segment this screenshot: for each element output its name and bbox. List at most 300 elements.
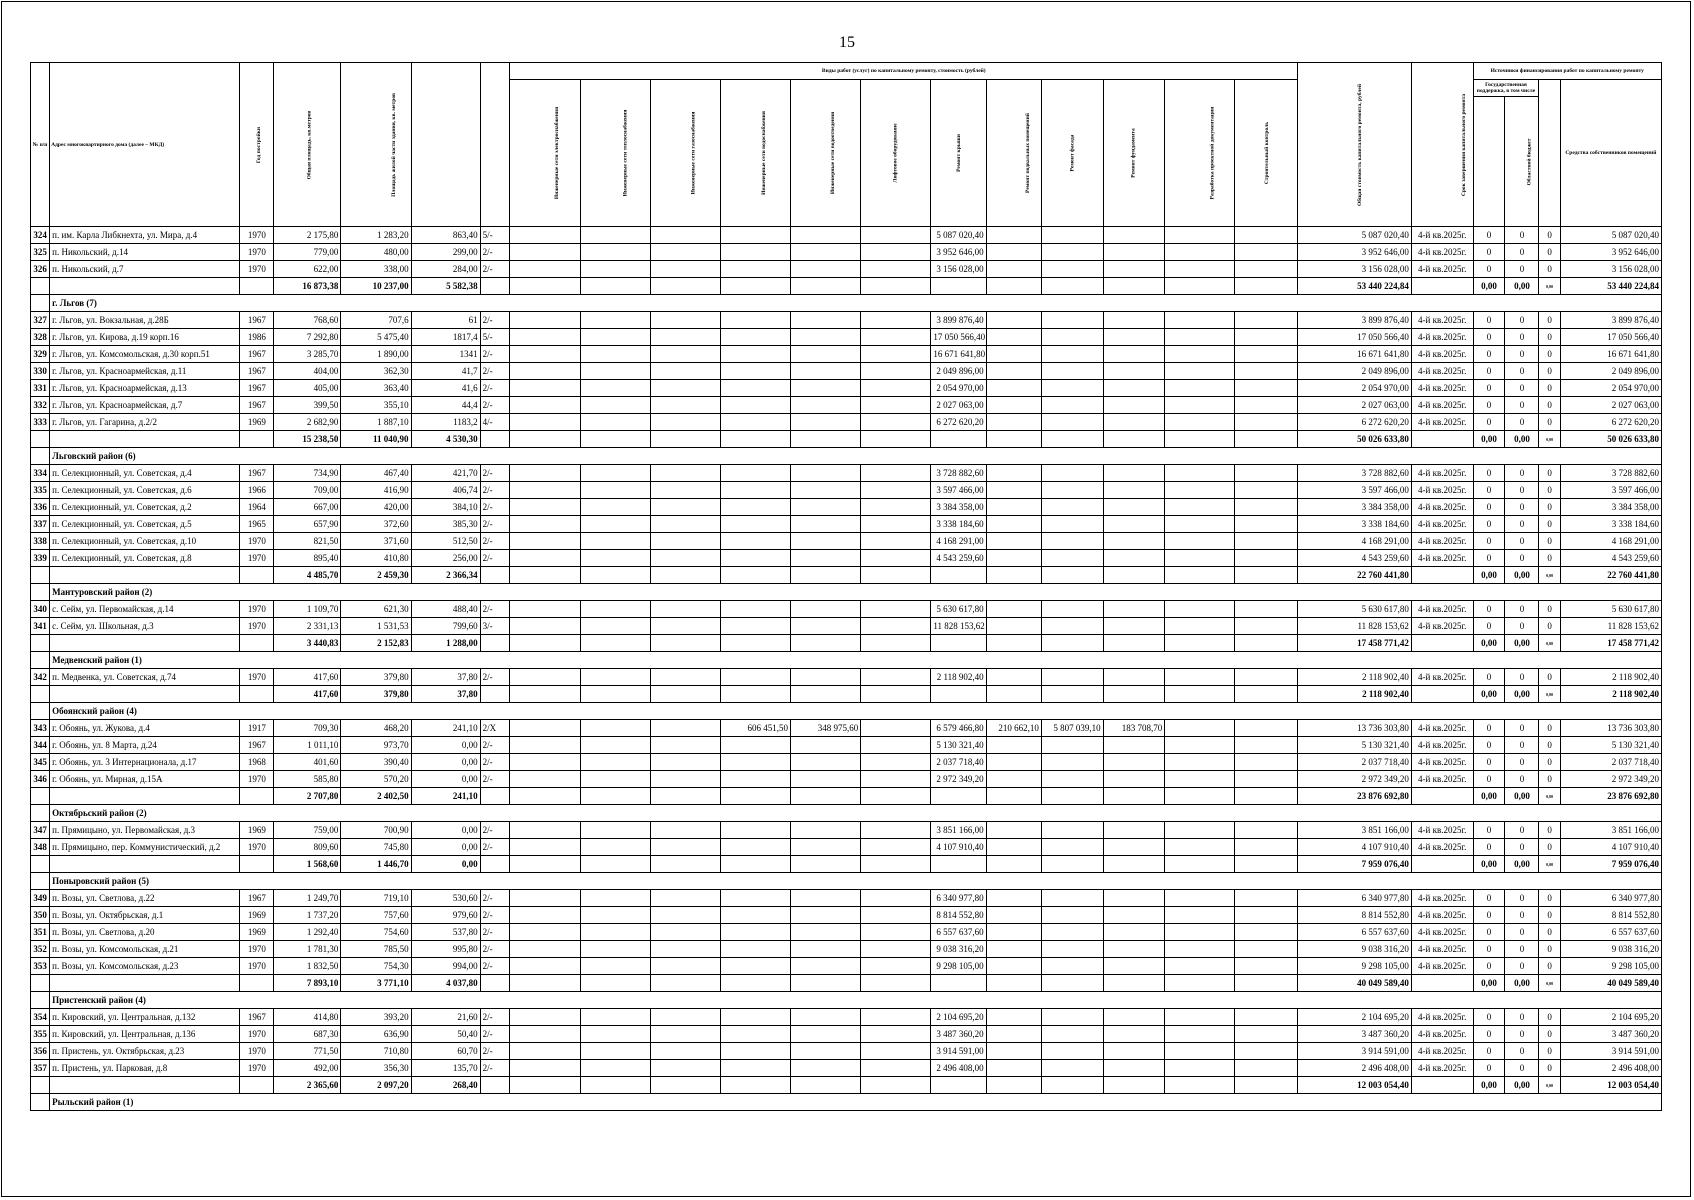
work-foundation-cell	[1103, 1009, 1165, 1026]
own-funds-cell: 2 496 408,00	[1560, 1060, 1661, 1077]
fund-cell: 0	[1473, 822, 1505, 839]
own-funds-cell: 4 543 259,60	[1560, 550, 1661, 567]
work-water-cell	[720, 1026, 790, 1043]
work-water-cell	[720, 482, 790, 499]
row-number: 333	[31, 414, 50, 431]
floors-cell	[480, 431, 510, 448]
municipal-cell: 0	[1539, 397, 1560, 414]
work-heat-cell	[580, 414, 650, 431]
municipal-cell: 0,00	[1539, 635, 1560, 652]
header-floors	[480, 63, 510, 227]
work-sewer-cell	[791, 839, 861, 856]
nonliving-area-cell: 512,50	[411, 533, 480, 550]
total-cost-cell: 17 458 771,42	[1298, 635, 1412, 652]
work-heat-cell	[580, 346, 650, 363]
own-funds-cell: 3 597 466,00	[1560, 482, 1661, 499]
work-water-cell	[720, 958, 790, 975]
municipal-cell: 0	[1539, 737, 1560, 754]
group-label: Мантуровский район (2)	[50, 584, 1662, 601]
subtotal-row	[31, 856, 1662, 873]
work-heat-cell	[580, 771, 650, 788]
work-sewer-cell	[791, 1026, 861, 1043]
header-nonliving-area	[411, 63, 480, 227]
header-total-cost: Общая стоимость капитального ремонта, рублей	[1298, 63, 1412, 227]
fund-cell: 0	[1473, 329, 1505, 346]
floors-cell: 2/-	[480, 397, 510, 414]
work-roof-cell: 2 972 349,20	[931, 771, 986, 788]
work-heat-cell	[580, 1060, 650, 1077]
empty-cell	[31, 584, 50, 601]
work-control-cell	[1235, 482, 1298, 499]
work-water-cell	[720, 754, 790, 771]
work-facade-cell	[1041, 482, 1103, 499]
work-electric-cell	[510, 465, 580, 482]
header-living-area: Площадь жилой части здания, кв. метров	[341, 63, 411, 227]
total-cost-cell: 2 027 063,00	[1298, 397, 1412, 414]
work-roof-cell: 3 384 358,00	[931, 499, 986, 516]
address-cell: п. Кировский, ул. Центральная, д.132	[50, 1009, 240, 1026]
year-cell: 1970	[240, 771, 274, 788]
work-sewer-cell	[791, 635, 861, 652]
municipal-cell: 0	[1539, 941, 1560, 958]
total-cost-cell: 3 384 358,00	[1298, 499, 1412, 516]
floors-cell	[480, 788, 510, 805]
row-number: 331	[31, 380, 50, 397]
municipal-cell: 0,00	[1539, 975, 1560, 992]
deadline-cell: 4-й кв.2025г.	[1411, 822, 1473, 839]
work-facade-cell	[1041, 1060, 1103, 1077]
address-cell: п. Прямицыно, пер. Коммунистический, д.2	[50, 839, 240, 856]
work-heat-cell	[580, 1077, 650, 1094]
address-cell	[50, 975, 240, 992]
year-cell: 1970	[240, 839, 274, 856]
living-area-cell: 2 152,83	[341, 635, 411, 652]
floors-cell: 2/-	[480, 907, 510, 924]
work-design-cell	[1165, 958, 1235, 975]
regional-cell: 0	[1505, 346, 1539, 363]
work-facade-cell	[1041, 771, 1103, 788]
total-cost-cell: 2 049 896,00	[1298, 363, 1412, 380]
own-funds-cell: 53 440 224,84	[1560, 278, 1661, 295]
regional-cell: 0	[1505, 924, 1539, 941]
own-funds-cell: 9 298 105,00	[1560, 958, 1661, 975]
work-gas-cell	[650, 465, 720, 482]
work-heat-cell	[580, 839, 650, 856]
work-control-cell	[1235, 822, 1298, 839]
year-cell: 1970	[240, 244, 274, 261]
municipal-cell: 0	[1539, 822, 1560, 839]
work-water-cell	[720, 550, 790, 567]
work-sewer-cell	[791, 856, 861, 873]
living-area-cell: 785,50	[341, 941, 411, 958]
capital-repair-table	[30, 62, 1662, 1111]
work-sewer-cell	[791, 312, 861, 329]
table-row	[31, 941, 1662, 958]
work-basement-cell	[986, 516, 1041, 533]
work-lift-cell	[861, 737, 931, 754]
work-lift-cell	[861, 482, 931, 499]
work-gas-cell	[650, 788, 720, 805]
work-roof-cell: 16 671 641,80	[931, 346, 986, 363]
year-cell: 1967	[240, 380, 274, 397]
work-control-cell	[1235, 907, 1298, 924]
floors-cell: 5/-	[480, 329, 510, 346]
deadline-cell: 4-й кв.2025г.	[1411, 839, 1473, 856]
deadline-cell: 4-й кв.2025г.	[1411, 261, 1473, 278]
work-gas-cell	[650, 1009, 720, 1026]
total-cost-cell: 3 899 876,40	[1298, 312, 1412, 329]
work-roof-cell: 3 156 028,00	[931, 261, 986, 278]
address-cell: п. Селекционный, ул. Советская, д.2	[50, 499, 240, 516]
municipal-cell: 0	[1539, 890, 1560, 907]
year-cell: 1967	[240, 397, 274, 414]
work-water-cell	[720, 839, 790, 856]
group-label: Поныровский район (5)	[50, 873, 1662, 890]
own-funds-cell: 2 037 718,40	[1560, 754, 1661, 771]
work-electric-cell	[510, 499, 580, 516]
floors-cell: 2/-	[480, 1060, 510, 1077]
municipal-cell: 0,00	[1539, 788, 1560, 805]
floors-cell	[480, 635, 510, 652]
work-basement-cell	[986, 601, 1041, 618]
work-water-cell	[720, 465, 790, 482]
nonliving-area-cell: 406,74	[411, 482, 480, 499]
work-heat-cell	[580, 465, 650, 482]
total-area-cell: 1 249,70	[274, 890, 341, 907]
header-year: Год постройки	[240, 63, 274, 227]
work-roof-cell: 3 597 466,00	[931, 482, 986, 499]
table-row	[31, 958, 1662, 975]
fund-cell: 0	[1473, 533, 1505, 550]
living-area-cell: 2 459,30	[341, 567, 411, 584]
total-cost-cell: 4 543 259,60	[1298, 550, 1412, 567]
municipal-cell: 0	[1539, 720, 1560, 737]
work-roof-cell: 8 814 552,80	[931, 907, 986, 924]
table-row	[31, 516, 1662, 533]
work-water-cell	[720, 431, 790, 448]
municipal-cell: 0,00	[1539, 431, 1560, 448]
total-cost-cell: 2 104 695,20	[1298, 1009, 1412, 1026]
work-gas-cell	[650, 941, 720, 958]
regional-cell: 0	[1505, 890, 1539, 907]
work-sewer-cell	[791, 788, 861, 805]
work-control-cell	[1235, 635, 1298, 652]
work-control-cell	[1235, 856, 1298, 873]
work-basement-cell	[986, 737, 1041, 754]
work-design-cell	[1165, 890, 1235, 907]
row-number: 329	[31, 346, 50, 363]
deadline-cell: 4-й кв.2025г.	[1411, 618, 1473, 635]
total-cost-cell: 4 107 910,40	[1298, 839, 1412, 856]
year-cell: 1969	[240, 822, 274, 839]
fund-cell: 0	[1473, 1009, 1505, 1026]
empty-cell	[31, 448, 50, 465]
work-design-cell	[1165, 227, 1235, 244]
work-control-cell	[1235, 669, 1298, 686]
work-facade-cell	[1041, 924, 1103, 941]
work-water-cell	[720, 975, 790, 992]
own-funds-cell: 3 728 882,60	[1560, 465, 1661, 482]
total-cost-cell: 23 876 692,80	[1298, 788, 1412, 805]
own-funds-cell: 3 914 591,00	[1560, 1043, 1661, 1060]
regional-cell: 0	[1505, 1043, 1539, 1060]
work-basement-cell	[986, 771, 1041, 788]
year-cell: 1970	[240, 261, 274, 278]
work-electric-cell	[510, 278, 580, 295]
work-facade-cell	[1041, 567, 1103, 584]
work-gas-cell	[650, 261, 720, 278]
work-roof-cell	[931, 567, 986, 584]
floors-cell: 2/-	[480, 363, 510, 380]
regional-cell: 0	[1505, 329, 1539, 346]
work-lift-cell	[861, 839, 931, 856]
work-gas-cell	[650, 516, 720, 533]
year-cell: 1917	[240, 720, 274, 737]
work-basement-cell	[986, 635, 1041, 652]
work-electric-cell	[510, 244, 580, 261]
table-row	[31, 346, 1662, 363]
regional-cell: 0	[1505, 482, 1539, 499]
work-facade-cell	[1041, 618, 1103, 635]
header-work-6: Ремонт крыши	[931, 80, 986, 227]
work-lift-cell	[861, 261, 931, 278]
year-cell: 1986	[240, 329, 274, 346]
work-foundation-cell	[1103, 261, 1165, 278]
empty-cell	[31, 295, 50, 312]
living-area-cell: 480,00	[341, 244, 411, 261]
floors-cell	[480, 686, 510, 703]
total-area-cell: 709,30	[274, 720, 341, 737]
work-gas-cell	[650, 1043, 720, 1060]
work-design-cell	[1165, 516, 1235, 533]
regional-cell: 0	[1505, 312, 1539, 329]
work-electric-cell	[510, 261, 580, 278]
work-roof-cell: 5 630 617,80	[931, 601, 986, 618]
total-cost-cell: 3 597 466,00	[1298, 482, 1412, 499]
total-area-cell: 492,00	[274, 1060, 341, 1077]
address-cell: п. Кировский, ул. Центральная, д.136	[50, 1026, 240, 1043]
work-lift-cell	[861, 618, 931, 635]
work-gas-cell	[650, 227, 720, 244]
regional-cell: 0	[1505, 1026, 1539, 1043]
work-facade-cell	[1041, 261, 1103, 278]
work-electric-cell	[510, 958, 580, 975]
regional-cell: 0	[1505, 601, 1539, 618]
work-basement-cell	[986, 329, 1041, 346]
work-control-cell	[1235, 1077, 1298, 1094]
work-roof-cell: 4 107 910,40	[931, 839, 986, 856]
work-roof-cell: 6 340 977,80	[931, 890, 986, 907]
deadline-cell: 4-й кв.2025г.	[1411, 499, 1473, 516]
work-heat-cell	[580, 431, 650, 448]
total-area-cell: 1 292,40	[274, 924, 341, 941]
work-water-cell	[720, 533, 790, 550]
work-electric-cell	[510, 1077, 580, 1094]
work-sewer-cell	[791, 890, 861, 907]
address-cell: г. Льгов, ул. Гагарина, д.2/2	[50, 414, 240, 431]
work-design-cell	[1165, 329, 1235, 346]
work-gas-cell	[650, 567, 720, 584]
work-design-cell	[1165, 754, 1235, 771]
work-heat-cell	[580, 567, 650, 584]
total-area-cell: 667,00	[274, 499, 341, 516]
total-cost-cell: 50 026 633,80	[1298, 431, 1412, 448]
nonliving-area-cell: 5 582,38	[411, 278, 480, 295]
work-roof-cell: 3 952 646,00	[931, 244, 986, 261]
work-foundation-cell	[1103, 1043, 1165, 1060]
total-cost-cell: 3 914 591,00	[1298, 1043, 1412, 1060]
total-area-cell: 585,80	[274, 771, 341, 788]
year-cell	[240, 431, 274, 448]
floors-cell: 5/-	[480, 227, 510, 244]
work-control-cell	[1235, 958, 1298, 975]
work-water-cell	[720, 363, 790, 380]
work-heat-cell	[580, 244, 650, 261]
nonliving-area-cell: 4 530,30	[411, 431, 480, 448]
group-label: Октябрьский район (2)	[50, 805, 1662, 822]
row-number: 328	[31, 329, 50, 346]
total-cost-cell: 53 440 224,84	[1298, 278, 1412, 295]
table-row	[31, 1026, 1662, 1043]
work-lift-cell	[861, 363, 931, 380]
row-number: 349	[31, 890, 50, 907]
work-sewer-cell: 348 975,60	[791, 720, 861, 737]
total-area-cell: 895,40	[274, 550, 341, 567]
work-sewer-cell	[791, 380, 861, 397]
total-area-cell: 1 568,60	[274, 856, 341, 873]
work-water-cell	[720, 856, 790, 873]
work-lift-cell	[861, 244, 931, 261]
group-label: Рыльский район (1)	[50, 1094, 1662, 1111]
row-number: 348	[31, 839, 50, 856]
year-cell	[240, 278, 274, 295]
work-water-cell	[720, 499, 790, 516]
work-electric-cell	[510, 907, 580, 924]
work-roof-cell: 3 338 184,60	[931, 516, 986, 533]
work-basement-cell	[986, 1077, 1041, 1094]
deadline-cell: 4-й кв.2025г.	[1411, 907, 1473, 924]
empty-cell	[31, 992, 50, 1009]
nonliving-area-cell: 863,40	[411, 227, 480, 244]
address-cell: г. Обоянь, ул. 8 Марта, д.24	[50, 737, 240, 754]
work-gas-cell	[650, 278, 720, 295]
address-cell: п. Прямицыно, ул. Первомайская, д.3	[50, 822, 240, 839]
fund-cell: 0	[1473, 618, 1505, 635]
living-area-cell: 1 446,70	[341, 856, 411, 873]
table-row	[31, 482, 1662, 499]
subtotal-row	[31, 788, 1662, 805]
fund-cell: 0	[1473, 1060, 1505, 1077]
work-roof-cell: 4 543 259,60	[931, 550, 986, 567]
own-funds-cell: 3 156 028,00	[1560, 261, 1661, 278]
row-number: 330	[31, 363, 50, 380]
fund-cell: 0	[1473, 465, 1505, 482]
total-cost-cell: 7 959 076,40	[1298, 856, 1412, 873]
living-area-cell: 1 531,53	[341, 618, 411, 635]
work-sewer-cell	[791, 533, 861, 550]
work-water-cell	[720, 227, 790, 244]
total-area-cell: 399,50	[274, 397, 341, 414]
subtotal-row	[31, 431, 1662, 448]
work-lift-cell	[861, 1077, 931, 1094]
address-cell	[50, 686, 240, 703]
header-work-8: Ремонт фасада	[1041, 80, 1103, 227]
deadline-cell: 4-й кв.2025г.	[1411, 346, 1473, 363]
municipal-cell: 0	[1539, 414, 1560, 431]
deadline-cell: 4-й кв.2025г.	[1411, 890, 1473, 907]
work-control-cell	[1235, 567, 1298, 584]
nonliving-area-cell: 60,70	[411, 1043, 480, 1060]
work-lift-cell	[861, 278, 931, 295]
work-foundation-cell	[1103, 788, 1165, 805]
row-number: 350	[31, 907, 50, 924]
work-control-cell	[1235, 924, 1298, 941]
work-sewer-cell	[791, 1043, 861, 1060]
work-roof-cell: 17 050 566,40	[931, 329, 986, 346]
work-foundation-cell	[1103, 737, 1165, 754]
total-cost-cell: 2 972 349,20	[1298, 771, 1412, 788]
regional-cell: 0	[1505, 737, 1539, 754]
work-sewer-cell	[791, 465, 861, 482]
table-row	[31, 380, 1662, 397]
work-electric-cell	[510, 601, 580, 618]
fund-cell: 0	[1473, 907, 1505, 924]
work-foundation-cell	[1103, 618, 1165, 635]
nonliving-area-cell: 0,00	[411, 856, 480, 873]
year-cell: 1967	[240, 346, 274, 363]
floors-cell: 2/-	[480, 754, 510, 771]
work-heat-cell	[580, 924, 650, 941]
total-cost-cell: 9 298 105,00	[1298, 958, 1412, 975]
work-facade-cell	[1041, 414, 1103, 431]
work-gas-cell	[650, 856, 720, 873]
fund-cell: 0	[1473, 601, 1505, 618]
work-foundation-cell	[1103, 380, 1165, 397]
work-gas-cell	[650, 482, 720, 499]
living-area-cell: 700,90	[341, 822, 411, 839]
work-sewer-cell	[791, 227, 861, 244]
fund-cell: 0	[1473, 363, 1505, 380]
work-facade-cell	[1041, 278, 1103, 295]
floors-cell: 2/-	[480, 601, 510, 618]
deadline-cell: 4-й кв.2025г.	[1411, 465, 1473, 482]
work-basement-cell	[986, 975, 1041, 992]
regional-cell: 0	[1505, 261, 1539, 278]
work-lift-cell	[861, 771, 931, 788]
header-own-funds: Средства собственников помещений	[1560, 80, 1661, 227]
work-roof-cell	[931, 1077, 986, 1094]
work-water-cell	[720, 890, 790, 907]
work-roof-cell: 3 851 166,00	[931, 822, 986, 839]
year-cell: 1967	[240, 890, 274, 907]
work-design-cell	[1165, 533, 1235, 550]
empty-cell	[31, 1094, 50, 1111]
total-area-cell: 1 109,70	[274, 601, 341, 618]
nonliving-area-cell: 488,40	[411, 601, 480, 618]
address-cell: п. Возы, ул. Октябрьская, д.1	[50, 907, 240, 924]
work-roof-cell: 9 298 105,00	[931, 958, 986, 975]
work-roof-cell	[931, 975, 986, 992]
address-cell: п. Возы, ул. Комсомольская, д.21	[50, 941, 240, 958]
fund-cell: 0,00	[1473, 635, 1505, 652]
work-lift-cell	[861, 567, 931, 584]
subtotal-row	[31, 278, 1662, 295]
work-basement-cell	[986, 1026, 1041, 1043]
work-foundation-cell	[1103, 499, 1165, 516]
work-design-cell	[1165, 601, 1235, 618]
work-control-cell	[1235, 261, 1298, 278]
own-funds-cell: 8 814 552,80	[1560, 907, 1661, 924]
